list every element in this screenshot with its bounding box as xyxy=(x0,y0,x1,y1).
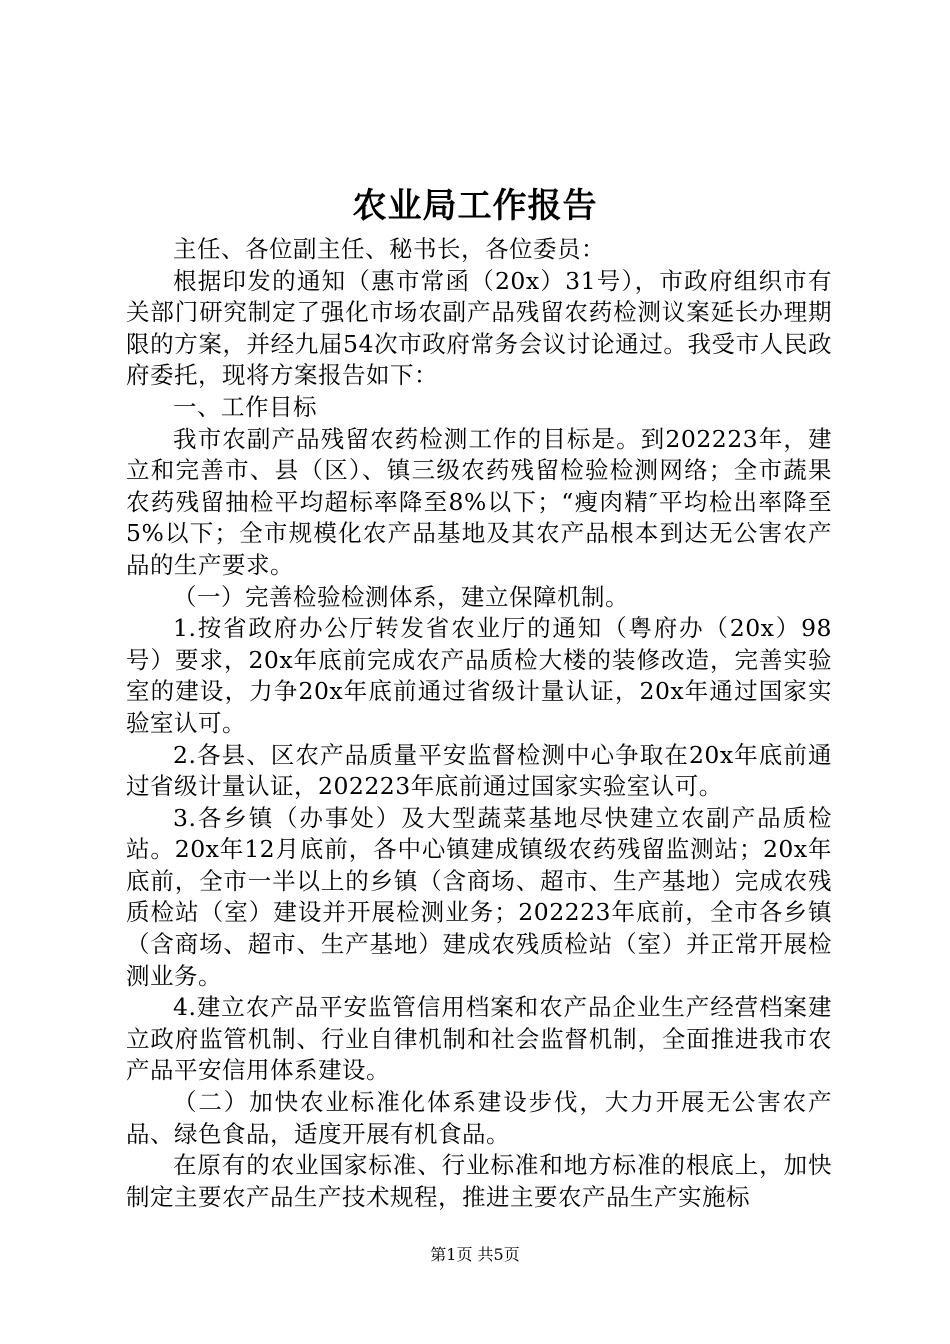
salutation: 主任、各位副主任、秘书长，各位委员： xyxy=(173,235,605,263)
subsection-heading-1: （一）完善检验检测体系，建立保障机制。 xyxy=(173,582,629,611)
section-heading: 一、工作目标 xyxy=(173,392,317,421)
document-title: 农业局工作报告 xyxy=(352,186,598,226)
item-4: 4.建立农产品平安监管信用档案和农产品企业生产经营档案建立政府监管机制、行业自律机制和社会监督机制，全面推进我市农产品平安信用体系建设。 xyxy=(126,993,832,1085)
intro-paragraph: 根据印发的通知（惠市常函（20x）31号），市政府组织市有关部门研究制定了强化市场农副产品残留农药检测议案延长办理期限的方案，并经九届54次市政府常务会议讨论通过。我受市人民政府委托，现将方案报告如下： xyxy=(126,266,832,390)
document-body xyxy=(126,234,832,1213)
item-1: 1.按省政府办公厅转发省农业厅的通知（粤府办（20x）98号）要求，20x年底前完成农产品质检大楼的装修改造，完善实验室的建设，力争20x年底前通过省级计量认证，20x年通过国家实验室认可。 xyxy=(126,614,832,737)
item-3: 3.各乡镇（办事处）及大型蔬菜基地尽快建立农副产品质检站。20x年12月底前，各中心镇建成镇级农药残留监测站；20x年底前，全市一半以上的乡镇（含商场、超市、生产基地）完成农残质检站（室）建设并开展检测业务；202223年底前，全市各乡镇（含商场、超市、生产基地）建成农残质检站（室）并正常开展检测业务。 xyxy=(126,803,832,990)
subsection-heading-2: （二）加快农业标准化体系建设步伐，大力开展无公害农产品、绿色食品，适度开展有机食品。 xyxy=(126,1088,832,1148)
item-2: 2.各县、区农产品质量平安监督检测中心争取在20x年底前通过省级计量认证，202223年底前通过国家实验室认可。 xyxy=(126,740,832,801)
page-footer: 第1页 共5页 xyxy=(430,1245,520,1264)
standards-paragraph: 在原有的农业国家标准、行业标准和地方标准的根底上，加快制定主要农产品生产技术规程，推进主要农产品生产实施标 xyxy=(126,1151,832,1211)
goal-paragraph: 我市农副产品残留农药检测工作的目标是。到202223年，建立和完善市、县（区）、镇三级农药残留检验检测网络；全市蔬果农药残留抽检平均超标率降至8%以下；“瘦肉精″平均检出率降至5%以下；全市规模化农产品基地及其农产品根本到达无公害农产品的生产要求。 xyxy=(126,424,832,579)
